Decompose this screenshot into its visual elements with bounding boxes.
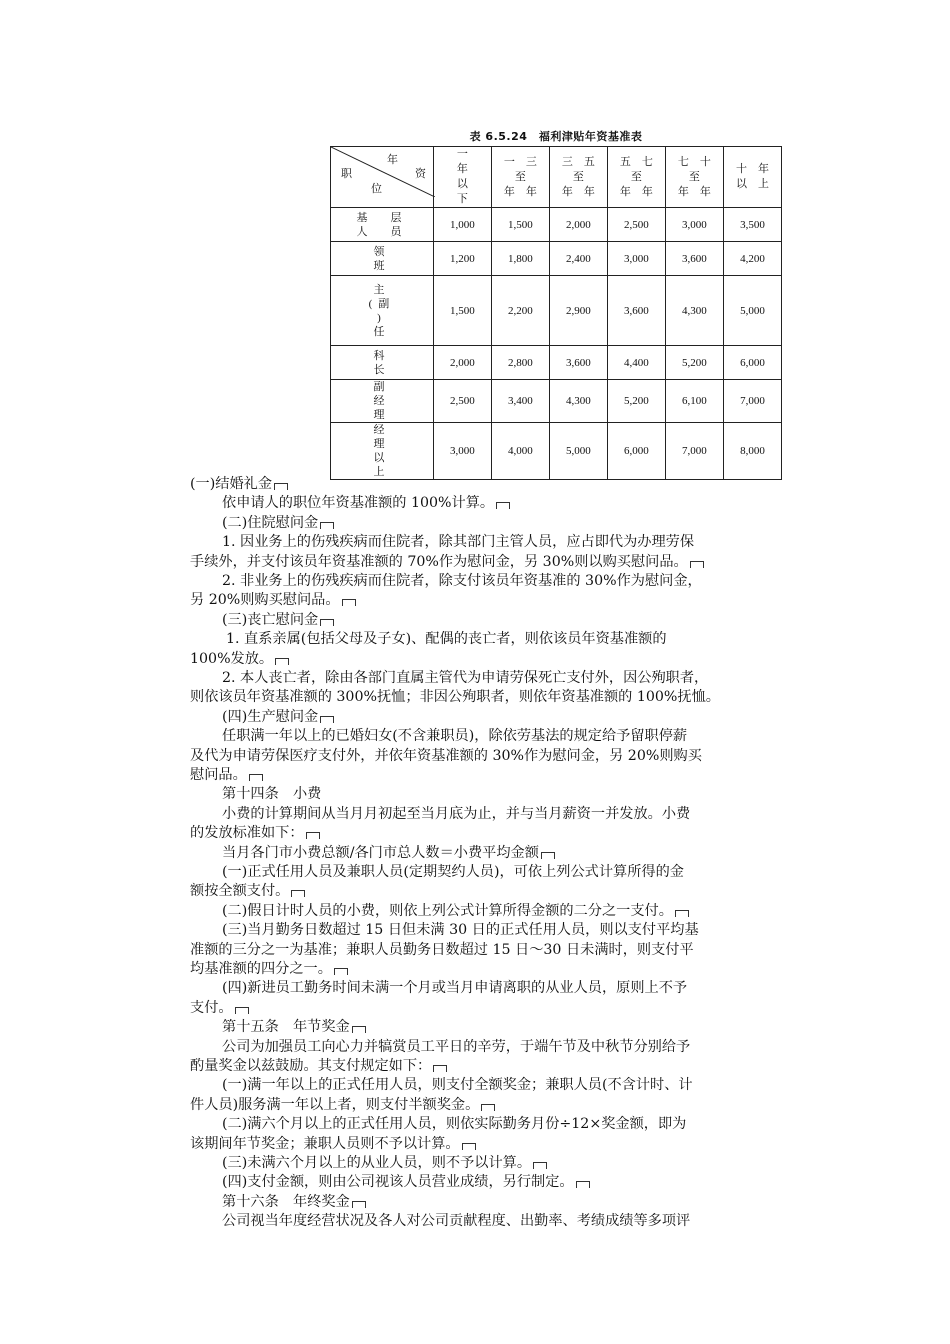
column-header-line: 一 三 bbox=[503, 155, 537, 168]
position-line: 上 bbox=[373, 466, 391, 478]
value-cell: 3,000 bbox=[433, 423, 491, 480]
text-line-content: 2. 本人丧亡者，除由各部门直属主管代为申请劳保死亡支付外，因公殉职者， bbox=[222, 670, 709, 686]
value-cell: 7,000 bbox=[665, 423, 723, 480]
text-line bbox=[190, 1056, 447, 1076]
column-header bbox=[491, 147, 549, 208]
position-line: 经 bbox=[373, 424, 391, 436]
text-line-content: 及代为申请劳保医疗支付外，并依年资基准额的 30%作为慰问金，另 20%则购买 bbox=[190, 747, 702, 764]
text-line-content: 2. 非业务上的伤残疾病而住院者，除支付该员年资基准的 30%作为慰问金， bbox=[222, 573, 702, 589]
text-line-content: (一)满一年以上的正式任用人员，则支付全额奖金；兼职人员(不含计时、计 bbox=[222, 1077, 693, 1094]
paragraph-mark-icon bbox=[690, 561, 704, 568]
column-header-line: 年 年 bbox=[619, 185, 653, 198]
column-header-line: 五 七 bbox=[619, 155, 653, 168]
paragraph-mark-icon bbox=[481, 1104, 495, 1111]
paragraph-mark-icon bbox=[576, 1181, 590, 1188]
value-cell: 3,600 bbox=[549, 346, 607, 380]
corner-label-rank: 位 bbox=[371, 183, 382, 195]
text-line-content: 准额的三分之一为基准；兼职人员勤务日数超过 15 日～30 日未满时，则支付平 bbox=[190, 941, 694, 958]
text-line-content: 1. 因业务上的伤残疾病而住院者，除其部门主管人员，应占即代为办理劳保 bbox=[222, 534, 695, 551]
text-line bbox=[190, 940, 694, 960]
text-line bbox=[222, 1017, 366, 1037]
corner-label-position: 职 bbox=[341, 168, 352, 180]
value-cell: 3,000 bbox=[665, 208, 723, 242]
position-line: 经 bbox=[373, 395, 391, 407]
position-line: 任 bbox=[373, 325, 391, 338]
text-line-content: 第十六条 年终奖金 bbox=[222, 1193, 350, 1210]
column-header bbox=[549, 147, 607, 208]
value-cell: 2,000 bbox=[433, 346, 491, 380]
column-header-line: 一 bbox=[456, 148, 468, 160]
table-row bbox=[331, 242, 782, 276]
value-cell: 2,500 bbox=[607, 208, 665, 242]
text-line bbox=[190, 474, 288, 494]
text-line bbox=[222, 784, 321, 804]
text-line-content: 任职满一年以上的已婚妇女(不含兼职员)，除依劳基法的规定给予留职停薪 bbox=[222, 728, 688, 745]
table-row bbox=[331, 276, 782, 346]
text-line-content: 1. 直系亲属(包括父母及子女)、配偶的丧亡者，则依该员年资基准额的 bbox=[226, 631, 667, 648]
value-cell: 4,200 bbox=[723, 242, 781, 276]
text-line-content: (三)当月勤务日数超过 15 日但未满 30 日的正式任用人员，则以支付平均基 bbox=[222, 922, 699, 939]
column-header-line: 七 十 bbox=[677, 155, 711, 168]
value-cell: 2,400 bbox=[549, 242, 607, 276]
text-line bbox=[222, 571, 702, 591]
value-cell: 6,000 bbox=[723, 346, 781, 380]
paragraph-mark-icon bbox=[342, 599, 356, 606]
position-line: 班 bbox=[373, 259, 391, 272]
value-cell: 3,000 bbox=[607, 242, 665, 276]
column-header-line: 至 bbox=[514, 170, 526, 183]
column-header bbox=[433, 147, 491, 208]
text-line-content: (二)满六个月以上的正式任用人员，则依实际勤务月份÷12×奖金额，即为 bbox=[222, 1116, 687, 1133]
text-line-content: 依申请人的职位年资基准额的 100%计算。 bbox=[222, 495, 495, 512]
position-line: 人 员 bbox=[356, 225, 408, 238]
position-cell bbox=[331, 423, 434, 480]
text-line bbox=[190, 1134, 476, 1154]
paragraph-mark-icon bbox=[352, 1026, 366, 1033]
value-cell: 2,000 bbox=[549, 208, 607, 242]
position-cell bbox=[331, 208, 434, 242]
table-row bbox=[331, 423, 782, 480]
text-line bbox=[190, 746, 702, 766]
value-cell: 5,200 bbox=[607, 380, 665, 423]
text-line-content: 另 20%则购买慰问品。 bbox=[190, 592, 340, 609]
text-line-content: (二)住院慰问金 bbox=[222, 514, 319, 531]
text-line bbox=[222, 1037, 690, 1057]
paragraph-mark-icon bbox=[291, 890, 305, 897]
paragraph-mark-icon bbox=[235, 1007, 249, 1014]
position-line: 理 bbox=[373, 438, 391, 450]
text-line-content: 的发放标准如下： bbox=[190, 825, 304, 842]
text-line bbox=[190, 590, 356, 610]
column-header-line: 至 bbox=[572, 170, 584, 183]
value-cell: 5,200 bbox=[665, 346, 723, 380]
value-cell: 1,500 bbox=[433, 276, 491, 346]
value-cell: 3,400 bbox=[491, 380, 549, 423]
text-line-content: (四)新进员工勤务时间未满一个月或当月申请离职的从业人员，原则上不予 bbox=[222, 980, 688, 997]
value-cell: 3,600 bbox=[607, 276, 665, 346]
value-cell: 2,900 bbox=[549, 276, 607, 346]
text-line-content: 该期间年节奖金；兼职人员则不予以计算。 bbox=[190, 1135, 460, 1152]
value-cell: 4,300 bbox=[549, 380, 607, 423]
value-cell: 3,600 bbox=[665, 242, 723, 276]
text-line-content: (四)支付金额，则由公司视该人员营业成绩，另行制定。 bbox=[222, 1174, 574, 1191]
text-line bbox=[222, 1114, 686, 1134]
paragraph-mark-icon bbox=[320, 619, 334, 626]
position-line: 以 bbox=[373, 452, 391, 464]
value-cell: 6,000 bbox=[607, 423, 665, 480]
text-line bbox=[222, 493, 510, 513]
position-line: ) bbox=[377, 311, 387, 324]
position-line: 理 bbox=[373, 409, 391, 421]
table-row bbox=[331, 346, 782, 380]
text-line-content: (三)丧亡慰问金 bbox=[222, 611, 319, 628]
text-line bbox=[222, 1172, 590, 1192]
paragraph-mark-icon bbox=[274, 483, 288, 490]
column-header-line: 十 年 bbox=[735, 163, 769, 175]
paragraph-mark-icon bbox=[462, 1143, 476, 1150]
text-line bbox=[190, 881, 305, 901]
paragraph-mark-icon bbox=[320, 716, 334, 723]
column-header bbox=[665, 147, 723, 208]
value-cell: 2,200 bbox=[491, 276, 549, 346]
text-line bbox=[190, 1095, 495, 1115]
column-header-line: 年 年 bbox=[677, 185, 711, 198]
paragraph-mark-icon bbox=[334, 968, 348, 975]
value-cell: 6,100 bbox=[665, 380, 723, 423]
value-cell: 8,000 bbox=[723, 423, 781, 480]
value-cell: 2,800 bbox=[491, 346, 549, 380]
paragraph-mark-icon bbox=[675, 910, 689, 917]
text-line bbox=[222, 726, 687, 746]
text-line bbox=[190, 687, 720, 707]
text-line bbox=[222, 862, 684, 882]
column-header-line: 以 bbox=[456, 178, 468, 190]
text-line bbox=[222, 707, 334, 727]
table-caption: 表 6.5.24 福利津贴年资基准表 bbox=[469, 130, 643, 143]
value-cell: 5,000 bbox=[723, 276, 781, 346]
text-line-content: 则依该员年资基准额的 300%抚恤；非因公殉职者，则依年资基准额的 100%抚恤。 bbox=[190, 689, 720, 706]
column-header-line: 至 bbox=[630, 170, 642, 183]
column-header bbox=[607, 147, 665, 208]
text-line bbox=[222, 1192, 366, 1212]
text-line bbox=[222, 843, 555, 863]
text-line-content: 公司为加强员工向心力并犒赏员工平日的辛劳，于端午节及中秋节分别给予 bbox=[222, 1038, 691, 1055]
text-line bbox=[222, 610, 334, 630]
position-cell bbox=[331, 276, 434, 346]
value-cell: 1,000 bbox=[433, 208, 491, 242]
value-cell: 4,000 bbox=[491, 423, 549, 480]
text-line bbox=[222, 804, 690, 824]
text-line-content: 手续外，并支付该员年资基准额的 70%作为慰问金，另 30%则以购买慰问品。 bbox=[190, 553, 688, 570]
text-line-content: 第十四条 小费 bbox=[222, 786, 322, 803]
text-line bbox=[222, 1153, 547, 1173]
table-header-row bbox=[331, 147, 782, 208]
column-header-line: 以 上 bbox=[735, 178, 769, 190]
table-corner-cell bbox=[331, 147, 434, 208]
column-header-line: 年 年 bbox=[561, 185, 595, 198]
position-line: 领 bbox=[373, 245, 391, 258]
text-line bbox=[222, 920, 699, 940]
text-line-content: 均基准额的四分之一。 bbox=[190, 961, 332, 977]
text-line-content: (一)正式任用人员及兼职人员(定期契约人员)，可依上列公式计算所得的金 bbox=[222, 864, 684, 880]
text-line-content: 100%发放。 bbox=[190, 650, 274, 667]
column-header-line: 年 年 bbox=[503, 185, 537, 198]
text-line bbox=[190, 823, 320, 843]
text-line bbox=[222, 532, 694, 552]
text-line bbox=[222, 901, 689, 921]
table-row bbox=[331, 380, 782, 423]
allowance-seniority-table bbox=[330, 146, 782, 480]
column-header-line: 下 bbox=[456, 193, 468, 205]
position-line: 副 bbox=[373, 381, 391, 393]
paragraph-mark-icon bbox=[320, 522, 334, 529]
text-line bbox=[226, 629, 667, 649]
corner-label-year: 年 bbox=[387, 154, 398, 166]
table-row bbox=[331, 208, 782, 242]
text-line-content: 支付。 bbox=[190, 999, 233, 1016]
paragraph-mark-icon bbox=[275, 658, 289, 665]
text-line bbox=[222, 978, 687, 998]
value-cell: 1,500 bbox=[491, 208, 549, 242]
text-line-content: 公司视当年度经营状况及各人对公司贡献程度、出勤率、考绩成绩等多项评 bbox=[222, 1213, 691, 1230]
text-line bbox=[222, 513, 334, 533]
text-line bbox=[222, 1211, 690, 1231]
position-line: (副 bbox=[368, 297, 396, 310]
value-cell: 1,200 bbox=[433, 242, 491, 276]
value-cell: 2,500 bbox=[433, 380, 491, 423]
text-line bbox=[190, 552, 704, 572]
text-line-content: 额按全额支付。 bbox=[190, 883, 290, 900]
position-line: 基 层 bbox=[356, 211, 408, 224]
value-cell: 4,300 bbox=[665, 276, 723, 346]
text-line bbox=[190, 649, 289, 669]
text-line bbox=[222, 668, 708, 688]
column-header-line: 至 bbox=[688, 170, 700, 183]
text-line-content: (三)未满六个月以上的从业人员，则不予以计算。 bbox=[222, 1155, 532, 1171]
paragraph-mark-icon bbox=[496, 502, 510, 509]
position-line: 科 bbox=[373, 349, 391, 362]
column-header-line: 年 bbox=[456, 163, 468, 175]
value-cell: 7,000 bbox=[723, 380, 781, 423]
text-line bbox=[222, 1075, 693, 1095]
text-line-content: 当月各门市小费总额/各门市总人数＝小费平均金额 bbox=[222, 844, 539, 861]
value-cell: 5,000 bbox=[549, 423, 607, 480]
position-line: 主 bbox=[373, 283, 391, 296]
paragraph-mark-icon bbox=[533, 1162, 547, 1169]
paragraph-mark-icon bbox=[433, 1065, 447, 1072]
text-line-content: 慰问品。 bbox=[190, 767, 247, 783]
position-cell bbox=[331, 346, 434, 380]
text-line-content: (一)结婚礼金 bbox=[190, 476, 273, 492]
text-line bbox=[190, 959, 348, 979]
column-header-line: 三 五 bbox=[561, 155, 595, 168]
position-cell bbox=[331, 380, 434, 423]
text-line bbox=[190, 765, 263, 785]
text-line-content: (四)生产慰问金 bbox=[222, 708, 319, 725]
position-cell bbox=[331, 242, 434, 276]
value-cell: 1,800 bbox=[491, 242, 549, 276]
text-line-content: (二)假日计时人员的小费，则依上列公式计算所得金额的二分之一支付。 bbox=[222, 902, 673, 919]
text-line bbox=[190, 998, 249, 1018]
paragraph-mark-icon bbox=[249, 774, 263, 781]
value-cell: 3,500 bbox=[723, 208, 781, 242]
value-cell: 4,400 bbox=[607, 346, 665, 380]
text-line-content: 酌量奖金以兹鼓励。其支付规定如下： bbox=[190, 1058, 432, 1074]
text-line-content: 件人员)服务满一年以上者，则支付半额奖金。 bbox=[190, 1096, 480, 1113]
paragraph-mark-icon bbox=[541, 852, 555, 859]
position-line: 长 bbox=[373, 363, 391, 376]
paragraph-mark-icon bbox=[306, 832, 320, 839]
text-line-content: 小费的计算期间从当月月初起至当月底为止，并与当月薪资一并发放。小费 bbox=[222, 805, 691, 822]
corner-label-seniority: 资 bbox=[415, 168, 426, 180]
column-header bbox=[723, 147, 781, 208]
paragraph-mark-icon bbox=[352, 1201, 366, 1208]
text-line-content: 第十五条 年节奖金 bbox=[222, 1019, 350, 1036]
